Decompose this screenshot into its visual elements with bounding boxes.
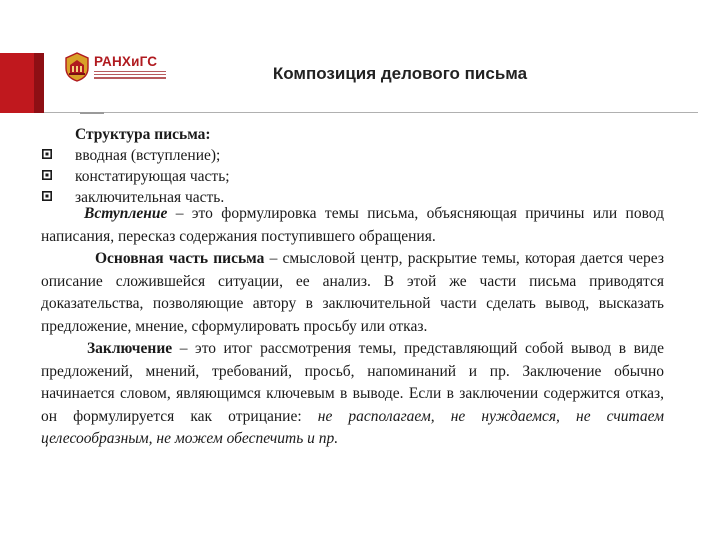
conclusion-examples: не располагаем, не нуждаемся, не считаем целесообразным, не можем обеспечить и пр. (41, 407, 664, 447)
logo (64, 52, 168, 82)
conclusion-text: – это итог рассмотрения темы, представляющий собой вывод в виде предложений, мнений, требований, просьб, напоминаний и пр. Заключение обычно начинается словом, являющимся ключевым в выводе. Если в заключении содержится отказ, он формулируется как отрицание: (41, 340, 664, 425)
list-item (50, 145, 230, 166)
list-item-label: констатирующая часть; (75, 168, 230, 185)
logo-text: РАНХиГС (94, 54, 158, 69)
header-divider (44, 112, 698, 113)
structure-heading: Структура письма: (75, 126, 211, 143)
checkbox-bullet-icon (42, 149, 52, 159)
intro-text: – это формулировка темы письма, объясняющая причины или повод написания, пересказ содержания поступившего обращения. (41, 205, 664, 245)
list-item (50, 166, 230, 187)
body-text (41, 203, 664, 451)
conclusion-paragraph (41, 338, 664, 451)
main-term: Основная часть письма (95, 250, 265, 267)
structure-list (50, 124, 230, 208)
list-item-label: заключительная часть. (75, 189, 225, 206)
main-paragraph (41, 248, 664, 338)
header-divider-stub (80, 112, 104, 114)
main-text: – смысловой центр, раскрытие темы, которая дается через описание сложившейся ситуации, ее анализ. В этой же части письма приводятся доказательства, позволяющие автору в заключительной части сделать вывод, высказать предложение, мнение, сформулировать просьбу или отказ. (41, 250, 664, 335)
intro-term: Вступление (84, 205, 168, 222)
list-item-label: вводная (вступление); (75, 147, 221, 164)
checkbox-bullet-icon (42, 191, 52, 201)
checkbox-bullet-icon (42, 170, 52, 180)
intro-paragraph (41, 203, 664, 248)
accent-bar-shadow (34, 53, 44, 113)
logo-subtitle-lines (94, 71, 166, 81)
slide-title: Композиция делового письма (272, 64, 528, 83)
conclusion-term: Заключение (87, 340, 173, 357)
ranepa-crest-icon (64, 52, 90, 82)
